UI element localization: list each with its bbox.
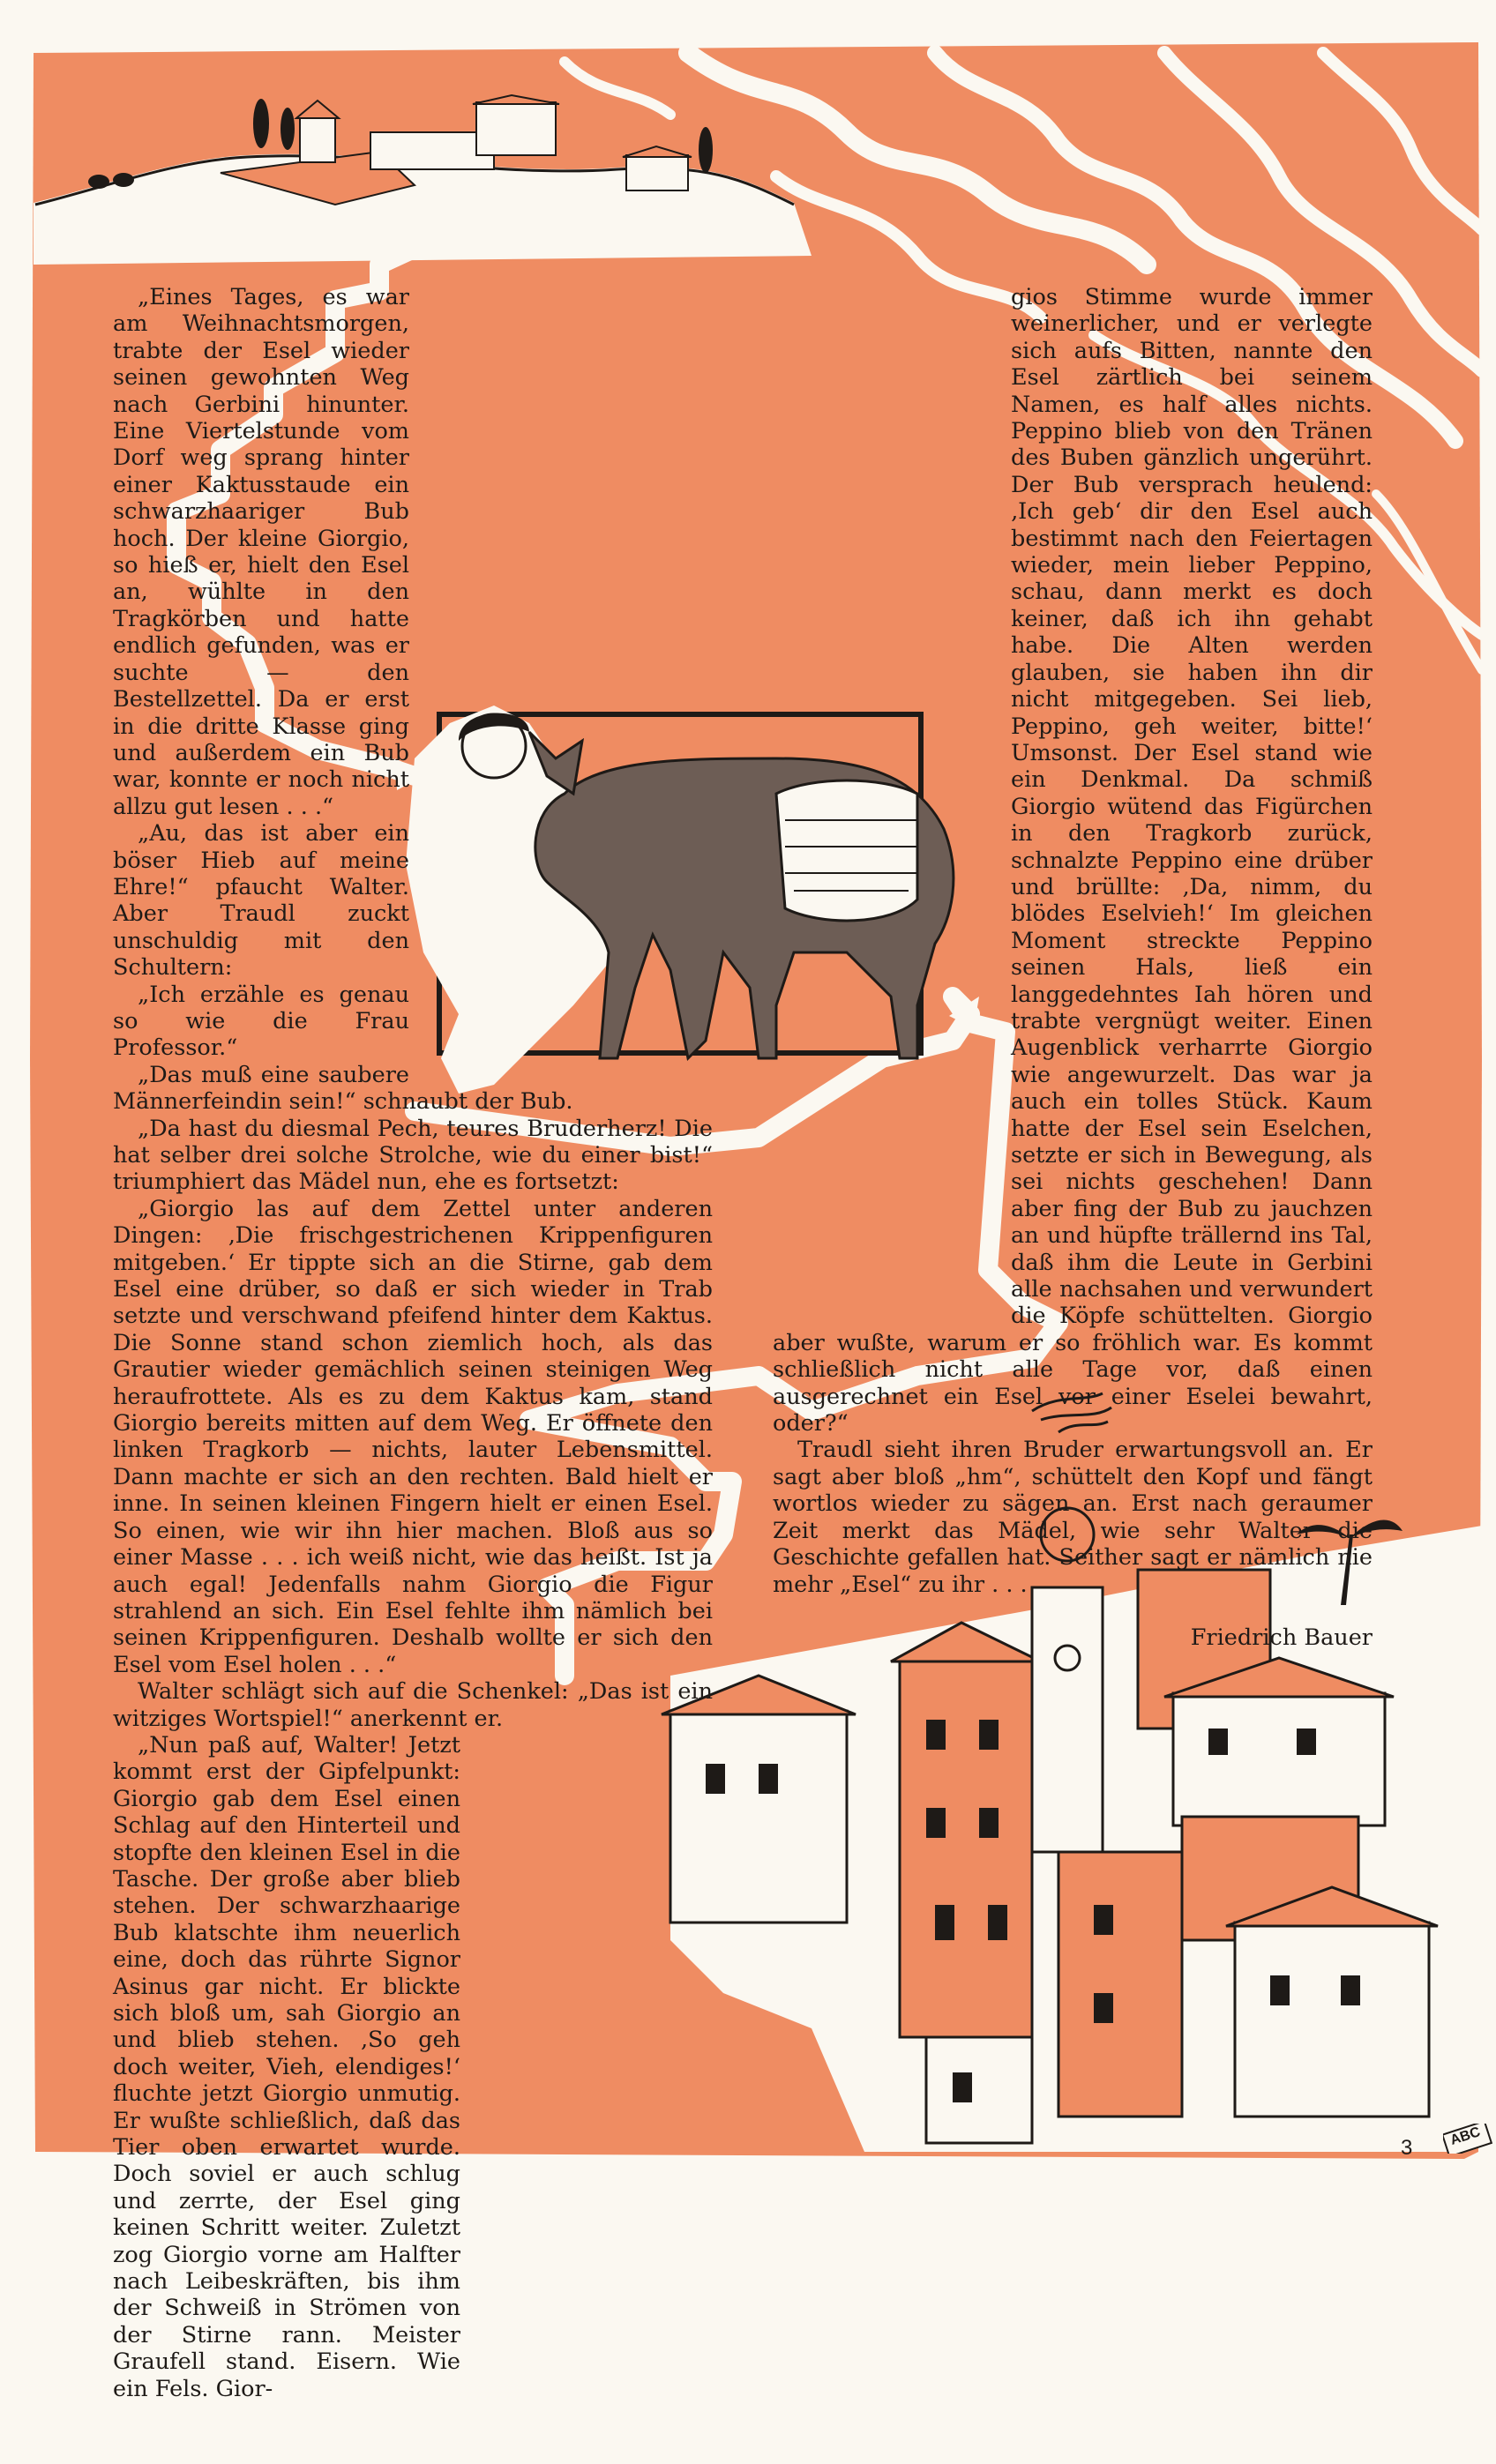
illustration-wrap-space xyxy=(409,654,713,1072)
paragraph: gios Stimme wurde immer weinerlicher, und er verlegte sich aufs Bitten, nannte den Esel zärtlich bei seinem Namen, es half alles nichts. Peppino blieb von den Tränen des Buben gänzlich ungerührt. Der Bub versprach heulend: ‚Ich geb‘ dir den Esel auch bestimmt nach den Feiertagen wieder, mein lieber Peppino, schau, dann merkt es doch keiner, daß ich ihn gehabt habe. Die Alten werden glauben, sie haben ihn dir nicht mitgegeben. Sei lieb, Peppino, geh weiter, bitte!‘ Umsonst. Der Esel stand wie ein Denkmal. Da schmiß Giorgio wütend das Figürchen in den Tragkorb zurück, schnalzte Peppino eine drüber und brüllte: ‚Da, nimm, du blödes Eselvieh!‘ Im gleichen Moment streckte Peppino seinen Hals, ließ ein langgedehntes Iah hören und trabte vergnügt weiter. Einen Augenblick verharrte Giorgio wie angewurzelt. Das war ja auch ein tolles Stück. Kaum hatte der Esel sein Eselchen, setzte er sich in Bewegung, als sei nichts geschehen! Dann aber fing der Bub zu jauchzen an und hüpfte trällernd ins Tal, daß ihm die Leute in Gerbini alle nachsahen und verwundert die Köpfe schüttelten. Giorgio aber wußte, warum er so fröhlich war. Es kommt schließlich nicht alle Tage vor, daß einen ausgerechnet ein Esel vor einer Eselei bewahrt, oder?“ xyxy=(773,284,1373,1437)
town-wrap-space xyxy=(460,1732,713,2464)
paragraph: „Nun paß auf, Walter! Jetzt kommt erst der Gipfelpunkt: Giorgio gab dem Esel einen Schlag auf den Hinterteil und stopfte den kleinen Esel in die Tasche. Der große aber blieb stehen. Der schwarzhaarige Bub klatschte ihm neuerlich eine, doch das rührte Signor Asinus gar nicht. Er blickte sich bloß um, sah Giorgio an und blieb stehen. ‚So geh doch weiter, Vieh, elendiges!‘ fluchte jetzt Giorgio unmutig. Er wußte schließlich, daß das Tier oben erwartet wurde. Doch soviel er auch schlug und zerrte, der Esel ging keinen Schritt weiter. Zuletzt zog Giorgio vorne am Halfter nach Leibeskräften, bis ihm der Schweiß in Strömen von der Stirne rann. Meister Graufell stand. Eisern. Wie ein Fels. Gior- xyxy=(113,1731,460,2402)
paragraph: „Giorgio las auf dem Zettel unter anderen Dingen: ‚Die frischgestrichenen Krippenfiguren mitgeben.‘ Er tippte sich an die Stirne, gab dem Esel eine drüber, so daß er sich wieder in Trab setzte und verschwand pfeifend hinter dem Kaktus. Die Sonne stand schon ziemlich hoch, als das Grautier wieder gemächlich seinen steinigen Weg heraufrottete. Als es zu dem Kaktus kam, stand Giorgio bereits mitten auf dem Weg. Er öffnete den linken Tragkorb — nichts, lauter Lebensmittel. Dann machte er sich an den rechten. Bald hielt er inne. In seinen kleinen Fingern hielt er einen Esel. So einen, wie wir ihn hier machen. Bloß aus so einer Masse . . . ich weiß nicht, wie das heißt. Ist ja auch egal! Jedenfalls nahm Giorgio die Figur strahlend an sich. Ein Esel fehlte ihm nämlich bei seinen Krippenfiguren. Deshalb wollte er sich den Esel vom Esel holen . . .“ xyxy=(113,1195,713,1678)
paragraph: „Das muß eine saubere Männerfeindin sein!“ schnaubt der Bub. xyxy=(113,1061,573,1116)
paragraph: „Eines Tages, es war am Weihnachtsmorgen, trabte der Esel wieder seinen gewohnten Weg nach Gerbini hinunter. Eine Viertelstunde vom Dorf weg sprang hinter einer Kaktusstaude ein schwarzhaariger Bub hoch. Der kleine Giorgio, so hieß er, hielt den Esel an, wühlte in den Tragkörben und hatte endlich gefunden, was er suchte — den Bestellzettel. Da er erst in die dritte Klasse ging und außerdem ein Bub war, konnte er noch nicht allzu gut lesen . . .“ xyxy=(113,284,409,820)
page-number: 3 xyxy=(1401,2136,1413,2160)
paragraph: Walter schlägt sich auf die Schenkel: „Das ist ein witziges Wortspiel!“ anerkennt er. xyxy=(113,1678,713,1732)
illustration-wrap-space xyxy=(773,665,1011,1328)
paragraph: „Da hast du diesmal Pech, teures Bruderherz! Die hat selber drei solche Strolche, wie du einer bist!“ triumphiert das Mädel nun, ehe es fortsetzt: xyxy=(113,1115,713,1196)
stamp-text: ABC xyxy=(1448,2124,1483,2148)
paragraph: „Ich erzähle es genau so wie die Frau Professor.“ xyxy=(113,981,409,1062)
paragraph: „Au, das ist aber ein böser Hieb auf meine Ehre!“ pfaucht Walter. Aber Traudl zuckt unschuldig mit den Schultern: xyxy=(113,820,409,982)
paragraph: Traudl sieht ihren Bruder erwartungsvoll an. Er sagt aber bloß „hm“, schüttelt den Kopf und fängt wortlos wieder zu sägen an. Erst nach geraumer Zeit merkt das Mädel, wie sehr Walter die Geschichte gefallen hat. Seither sagt er nämlich nie mehr „Esel“ zu ihr . . . xyxy=(773,1437,1373,1598)
article-right-column xyxy=(773,284,1373,1651)
article-left-column xyxy=(113,284,713,2464)
author-signature: Friedrich Bauer xyxy=(1190,1624,1373,1651)
abc-stamp xyxy=(1443,2124,1492,2154)
